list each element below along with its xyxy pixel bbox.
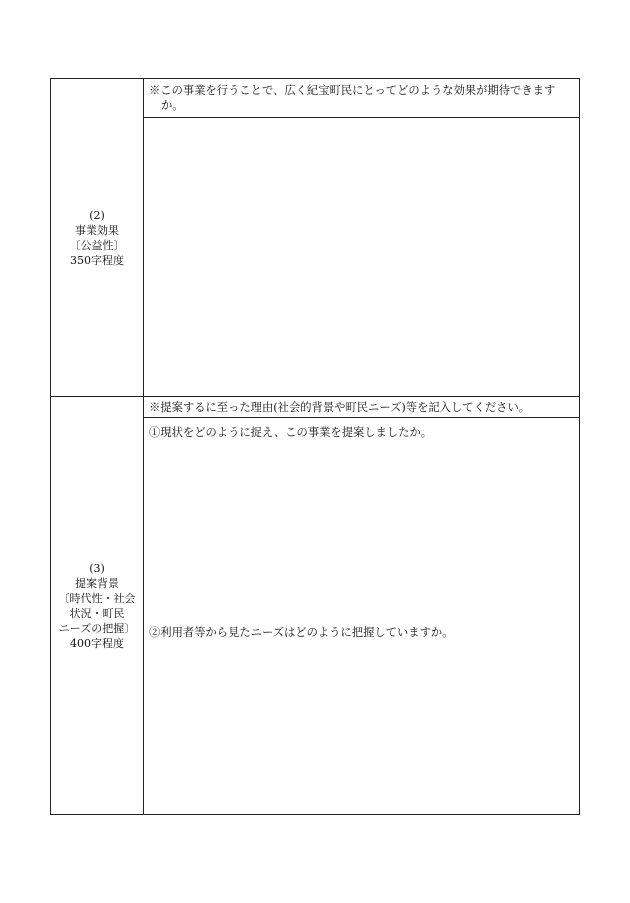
background-prompt: ※提案するに至った理由(社会的背景や町民ニーズ)等を記入してください。 [144, 397, 579, 418]
effect-answer-area[interactable] [144, 118, 579, 396]
background-content-cell [144, 397, 579, 815]
user-needs-answer-area[interactable] [144, 641, 579, 815]
effect-section-row [51, 79, 579, 397]
background-section-row [51, 397, 579, 815]
effect-prompt: ※この事業を行うことで、広く紀宝町民にとってどのような効果が期待できますか。 [144, 79, 579, 118]
effect-label-cell [51, 79, 144, 396]
proposal-form-table [50, 78, 580, 815]
effect-content-cell [144, 79, 579, 396]
current-situation-question: ①現状をどのように捉え、この事業を提案しましたか。 [149, 426, 433, 439]
effect-section-label: (2) 事業効果 〔公益性〕 350字程度 [69, 208, 125, 267]
user-needs-question: ②利用者等から見たニーズはどのように把握していますか。 [149, 626, 454, 639]
background-label-cell [51, 397, 144, 815]
background-section-label: (3) 提案背景 〔時代性・社会 状況・町民 ニーズの把握〕 400字程度 [58, 562, 136, 650]
current-situation-answer-area[interactable] [144, 441, 579, 621]
